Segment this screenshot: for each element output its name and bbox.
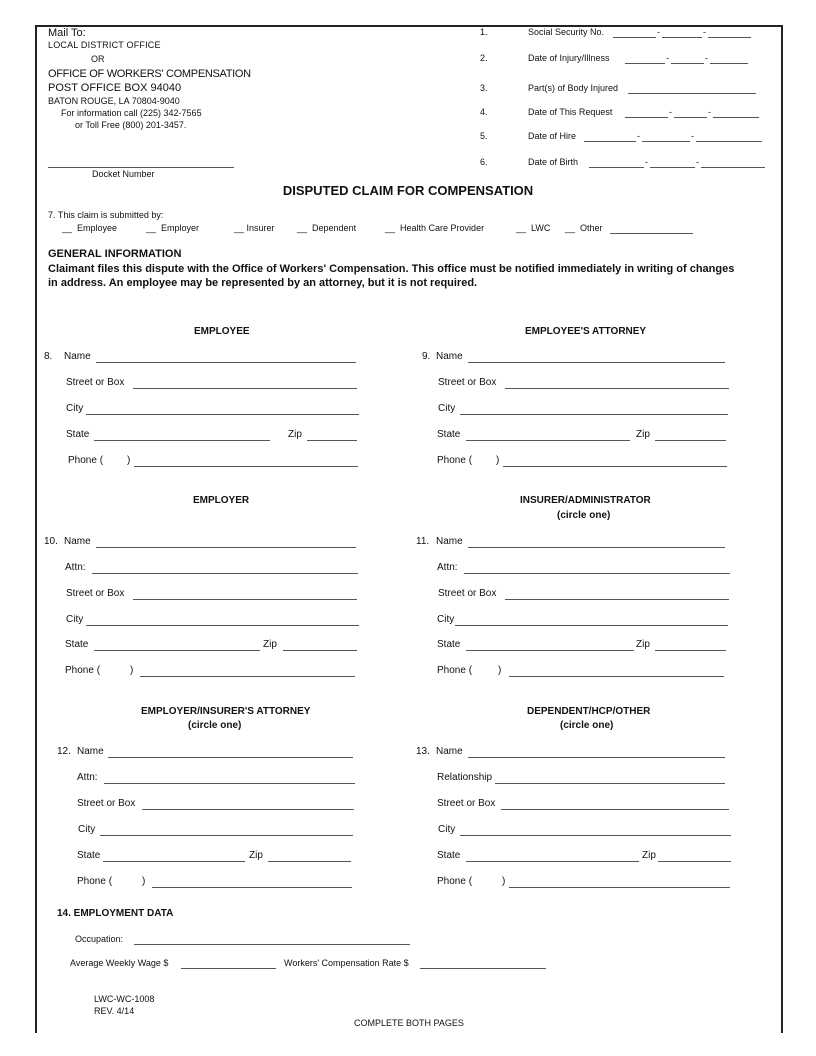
general-info-heading: GENERAL INFORMATION xyxy=(48,248,182,260)
page-border-right xyxy=(781,25,783,1033)
occupation-field[interactable] xyxy=(134,944,410,945)
employee-city-field[interactable] xyxy=(86,414,359,415)
insurer-state-field[interactable] xyxy=(466,650,634,651)
employer-state-label: State xyxy=(65,639,89,650)
general-info-line2: in address. An employee may be represented by an attorney, but it is not required. xyxy=(48,277,478,289)
field-num-10: 10. xyxy=(44,536,58,547)
dash: - xyxy=(645,157,648,167)
request-date-label: Date of This Request xyxy=(528,107,613,117)
employment-data-heading: 14. EMPLOYMENT DATA xyxy=(57,908,174,919)
emp-atty-name-field[interactable] xyxy=(468,362,725,363)
insurer-street-field[interactable] xyxy=(505,599,729,600)
mail-to-line3: POST OFFICE BOX 94040 xyxy=(48,82,182,94)
emp-atty-zip-field[interactable] xyxy=(655,440,726,441)
emp-atty-city-field[interactable] xyxy=(460,414,728,415)
dependent-relationship-label: Relationship xyxy=(437,772,493,783)
dependent-phone-field[interactable] xyxy=(509,887,730,888)
er-atty-heading: EMPLOYER/INSURER'S ATTORNEY xyxy=(141,706,311,717)
option-insurer[interactable]: __ Insurer xyxy=(234,223,275,233)
paren: ) xyxy=(502,876,506,887)
mail-to-or: OR xyxy=(91,54,105,64)
er-atty-zip-label: Zip xyxy=(249,850,263,861)
field-num-12: 12. xyxy=(57,746,71,757)
comp-rate-field[interactable] xyxy=(420,968,546,969)
request-date-month-field[interactable] xyxy=(625,117,668,118)
form-id: LWC-WC-1008 xyxy=(94,994,155,1004)
insurer-phone-label: Phone ( xyxy=(437,665,473,676)
field-num-9: 9. xyxy=(422,351,431,362)
birth-date-day-field[interactable] xyxy=(650,167,695,168)
occupation-label: Occupation: xyxy=(75,934,124,944)
employer-street-field[interactable] xyxy=(133,599,357,600)
er-atty-name-label: Name xyxy=(77,746,104,757)
employer-city-label: City xyxy=(66,614,84,625)
employer-zip-field[interactable] xyxy=(283,650,357,651)
injury-date-day-field[interactable] xyxy=(671,63,704,64)
dependent-street-label: Street or Box xyxy=(437,798,496,809)
field-num-6: 6. xyxy=(480,157,488,167)
dependent-zip-field[interactable] xyxy=(658,861,731,862)
dependent-circle-one: (circle one) xyxy=(560,720,614,731)
employee-heading: EMPLOYEE xyxy=(194,326,250,337)
injury-date-label: Date of Injury/Illness xyxy=(528,53,610,63)
form-revision: REV. 4/14 xyxy=(94,1006,135,1016)
ssn-part1-field[interactable] xyxy=(613,37,656,38)
employee-name-label: Name xyxy=(64,351,91,362)
employer-city-field[interactable] xyxy=(86,625,359,626)
insurer-name-field[interactable] xyxy=(468,547,725,548)
request-date-day-field[interactable] xyxy=(674,117,707,118)
insurer-name-label: Name xyxy=(436,536,463,547)
emp-atty-city-label: City xyxy=(438,403,456,414)
employee-street-label: Street or Box xyxy=(66,377,125,388)
paren: ) xyxy=(142,876,146,887)
employee-name-field[interactable] xyxy=(96,362,356,363)
dependent-street-field[interactable] xyxy=(501,809,729,810)
mail-to-line1: LOCAL DISTRICT OFFICE xyxy=(48,40,161,50)
insurer-phone-field[interactable] xyxy=(509,676,724,677)
employer-phone-label: Phone ( xyxy=(65,665,101,676)
employee-phone-label: Phone ( xyxy=(68,455,104,466)
ssn-part3-field[interactable] xyxy=(708,37,751,38)
dash: - xyxy=(669,107,672,117)
dependent-name-label: Name xyxy=(436,746,463,757)
option-employee[interactable]: __ Employee xyxy=(62,223,118,233)
docket-number-field[interactable] xyxy=(48,167,234,168)
emp-atty-phone-field[interactable] xyxy=(503,466,727,467)
insurer-circle-one: (circle one) xyxy=(557,510,611,521)
employer-zip-label: Zip xyxy=(263,639,277,650)
er-atty-phone-label: Phone ( xyxy=(77,876,113,887)
dependent-phone-label: Phone ( xyxy=(437,876,473,887)
insurer-zip-label: Zip xyxy=(636,639,650,650)
employee-city-label: City xyxy=(66,403,84,414)
injury-date-month-field[interactable] xyxy=(625,63,665,64)
emp-atty-phone-label: Phone ( xyxy=(437,455,473,466)
avg-weekly-wage-field[interactable] xyxy=(181,968,276,969)
dash: - xyxy=(691,131,694,141)
other-specify-field[interactable] xyxy=(610,233,693,234)
field-num-8: 8. xyxy=(44,351,53,362)
dependent-state-label: State xyxy=(437,850,461,861)
dependent-heading: DEPENDENT/HCP/OTHER xyxy=(527,706,651,717)
employee-zip-field[interactable] xyxy=(307,440,357,441)
dependent-state-field[interactable] xyxy=(466,861,639,862)
employer-heading: EMPLOYER xyxy=(193,495,250,506)
birth-date-label: Date of Birth xyxy=(528,157,579,167)
insurer-zip-field[interactable] xyxy=(655,650,726,651)
dependent-zip-label: Zip xyxy=(642,850,656,861)
dash: - xyxy=(705,53,708,63)
docket-number-label: Docket Number xyxy=(92,169,155,179)
page-border-top xyxy=(35,25,783,27)
comp-rate-label: Workers' Compensation Rate $ xyxy=(284,958,409,968)
paren: ) xyxy=(127,455,131,466)
form-title: DISPUTED CLAIM FOR COMPENSATION xyxy=(282,183,534,198)
hire-date-year-field[interactable] xyxy=(696,141,762,142)
paren: ) xyxy=(130,665,134,676)
ssn-part2-field[interactable] xyxy=(662,37,702,38)
field-num-11: 11. xyxy=(416,536,430,547)
dependent-city-field[interactable] xyxy=(460,835,731,836)
employee-attorney-heading: EMPLOYEE'S ATTORNEY xyxy=(525,326,647,337)
er-atty-attn-field[interactable] xyxy=(104,783,355,784)
field-num-5: 5. xyxy=(480,131,488,141)
paren: ) xyxy=(496,455,500,466)
mail-to-line4: BATON ROUGE, LA 70804-9040 xyxy=(48,96,180,106)
er-atty-street-label: Street or Box xyxy=(77,798,136,809)
info-tollfree: or Toll Free (800) 201-3457. xyxy=(75,120,187,130)
hire-date-day-field[interactable] xyxy=(642,141,690,142)
emp-atty-zip-label: Zip xyxy=(636,429,650,440)
field-num-13: 13. xyxy=(416,746,430,757)
birth-date-month-field[interactable] xyxy=(589,167,644,168)
mail-to-line2: OFFICE OF WORKERS' COMPENSATION xyxy=(48,68,251,80)
option-health-care-provider[interactable]: __ Health Care Provider xyxy=(385,223,485,233)
birth-date-year-field[interactable] xyxy=(701,167,765,168)
employer-name-label: Name xyxy=(64,536,91,547)
employer-state-field[interactable] xyxy=(94,650,260,651)
field-num-2: 2. xyxy=(480,53,488,63)
ssn-label: Social Security No. xyxy=(528,27,605,37)
employer-name-field[interactable] xyxy=(96,547,356,548)
employee-state-label: State xyxy=(66,429,90,440)
er-atty-name-field[interactable] xyxy=(108,757,353,758)
general-info-line1: Claimant files this dispute with the Office of Workers' Compensation. This office must be notified immediately in writing of changes xyxy=(48,263,735,275)
page-border-left xyxy=(35,25,37,1033)
employee-zip-label: Zip xyxy=(288,429,302,440)
emp-atty-name-label: Name xyxy=(436,351,463,362)
emp-atty-state-field[interactable] xyxy=(466,440,630,441)
submitted-by-label: 7. This claim is submitted by: xyxy=(48,210,164,220)
option-lwc[interactable]: __ LWC xyxy=(516,223,551,233)
emp-atty-street-field[interactable] xyxy=(505,388,729,389)
insurer-city-label: City xyxy=(437,614,455,625)
er-atty-city-field[interactable] xyxy=(100,835,353,836)
body-parts-field[interactable] xyxy=(628,93,756,94)
er-atty-attn-label: Attn: xyxy=(77,772,98,783)
dash: - xyxy=(696,157,699,167)
er-atty-zip-field[interactable] xyxy=(268,861,351,862)
option-dependent[interactable]: __ Dependent xyxy=(297,223,357,233)
paren: ) xyxy=(498,665,502,676)
er-atty-state-field[interactable] xyxy=(103,861,245,862)
emp-atty-street-label: Street or Box xyxy=(438,377,497,388)
option-employer[interactable]: __ Employer xyxy=(146,223,200,233)
employee-street-field[interactable] xyxy=(133,388,357,389)
insurer-heading: INSURER/ADMINISTRATOR xyxy=(520,495,651,506)
insurer-street-label: Street or Box xyxy=(438,588,497,599)
emp-atty-state-label: State xyxy=(437,429,461,440)
er-atty-phone-field[interactable] xyxy=(152,887,352,888)
insurer-state-label: State xyxy=(437,639,461,650)
dependent-name-field[interactable] xyxy=(468,757,725,758)
injury-date-year-field[interactable] xyxy=(710,63,748,64)
request-date-year-field[interactable] xyxy=(713,117,759,118)
dependent-relationship-field[interactable] xyxy=(495,783,725,784)
employer-attn-label: Attn: xyxy=(65,562,86,573)
hire-date-label: Date of Hire xyxy=(528,131,577,141)
body-parts-label: Part(s) of Body Injured xyxy=(528,83,619,93)
employee-phone-field[interactable] xyxy=(134,466,358,467)
insurer-attn-label: Attn: xyxy=(437,562,458,573)
er-atty-state-label: State xyxy=(77,850,101,861)
employer-phone-field[interactable] xyxy=(140,676,355,677)
dependent-city-label: City xyxy=(438,824,456,835)
er-atty-circle-one: (circle one) xyxy=(188,720,242,731)
complete-both-pages-note: COMPLETE BOTH PAGES xyxy=(354,1018,464,1028)
option-other[interactable]: __ Other xyxy=(565,223,603,233)
employer-attn-field[interactable] xyxy=(92,573,358,574)
info-phone: For information call (225) 342-7565 xyxy=(61,108,202,118)
dash: - xyxy=(637,131,640,141)
insurer-city-field[interactable] xyxy=(455,625,728,626)
field-num-1: 1. xyxy=(480,27,488,37)
hire-date-month-field[interactable] xyxy=(584,141,636,142)
field-num-3: 3. xyxy=(480,83,488,93)
employee-state-field[interactable] xyxy=(94,440,270,441)
er-atty-city-label: City xyxy=(78,824,96,835)
mail-to-heading: Mail To: xyxy=(48,27,86,39)
dash: - xyxy=(666,53,669,63)
er-atty-street-field[interactable] xyxy=(142,809,354,810)
avg-weekly-wage-label: Average Weekly Wage $ xyxy=(70,958,169,968)
field-num-4: 4. xyxy=(480,107,488,117)
dash: - xyxy=(708,107,711,117)
dash: - xyxy=(657,27,660,37)
insurer-attn-field[interactable] xyxy=(464,573,730,574)
employer-street-label: Street or Box xyxy=(66,588,125,599)
dash: - xyxy=(703,27,706,37)
